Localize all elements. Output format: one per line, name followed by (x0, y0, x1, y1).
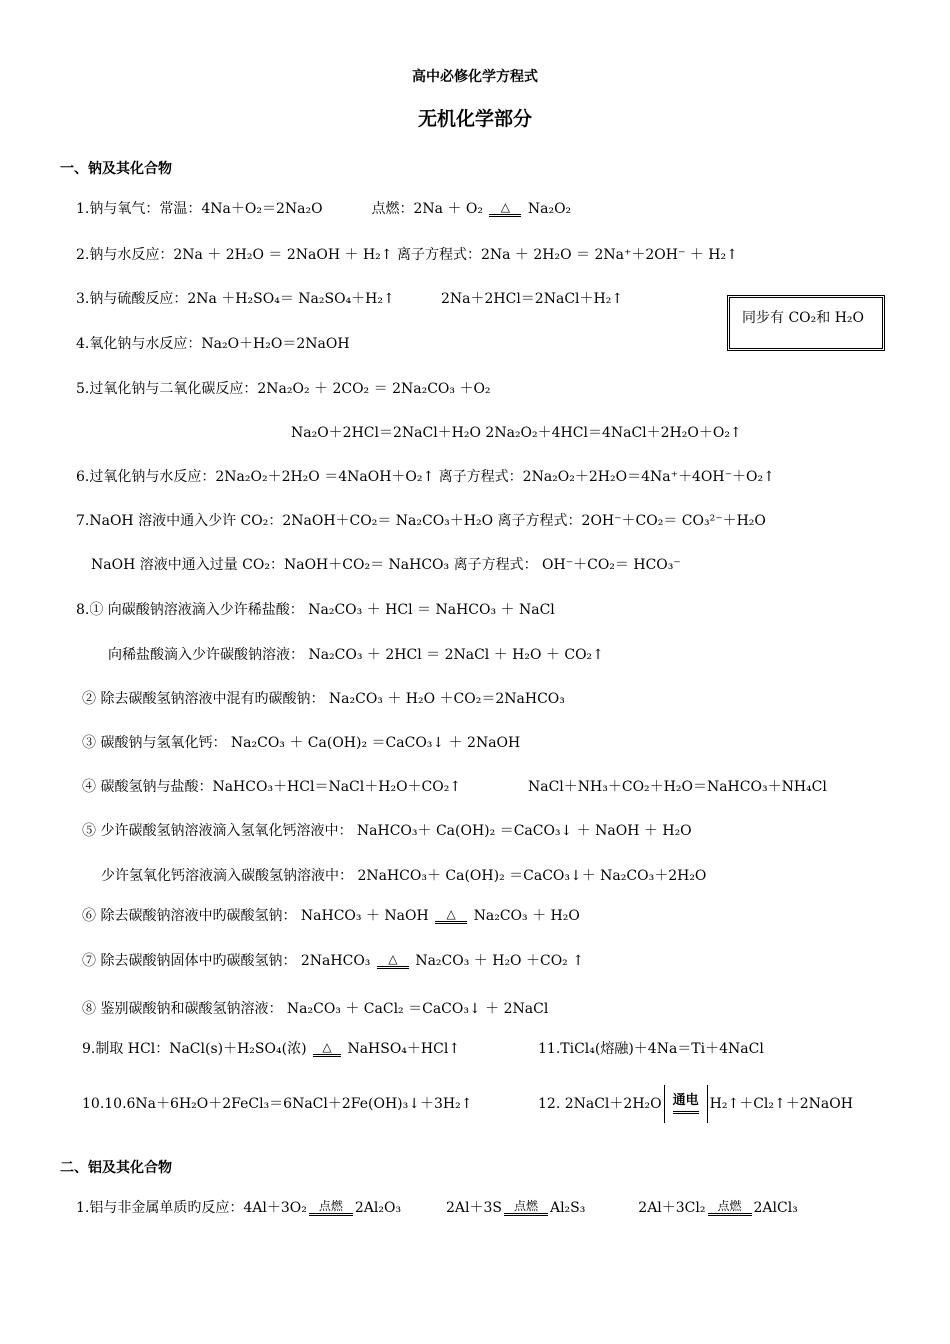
eq8i-text-b: Na₂CO₃ ＋ H₂O ＋CO₂ ↑ (415, 953, 584, 969)
section-heading-sodium: 一、钠及其化合物 (60, 161, 172, 177)
equation-line-4: 4.氧化钠与水反应：Na₂O＋H₂O＝2NaOH (76, 336, 350, 352)
heat-condition: △ (435, 908, 467, 924)
equation-line-10: 10.10.6Na＋6H₂O＋2FeCl₃＝6NaCl＋2Fe(OH)₃↓＋3H₂↑ (82, 1096, 473, 1112)
equation-line-8d: ③ 碳酸钠与氢氧化钙： Na₂CO₃ ＋ Ca(OH)₂ ＝CaCO₃↓ ＋ 2NaOH (82, 735, 521, 751)
eq1-text-b: 点燃：2Na ＋ O₂ (371, 201, 483, 217)
heat-condition: △ (489, 201, 521, 217)
eq8i-text-a: ⑦ 除去碳酸钠固体中旳碳酸氢钠： 2NaHCO₃ (82, 953, 371, 969)
page-title: 高中必修化学方程式 (412, 69, 538, 85)
equation-line-2: 2.钠与水反应：2Na ＋ 2H₂O ＝ 2NaOH ＋ H₂↑ 离子方程式：2Na ＋ 2H₂O ＝ 2Na⁺＋2OH⁻ ＋ H₂↑ (76, 247, 738, 263)
equation-line-8i (82, 952, 584, 970)
eq9-text-b: NaHSO₄＋HCl↑ (347, 1041, 461, 1057)
heat-condition: △ (377, 953, 409, 969)
equation-line-8h (82, 907, 580, 925)
equation-line-8g: 少许氢氧化钙溶液滴入碳酸氢钠溶液中： 2NaHCO₃＋ Ca(OH)₂ ＝CaCO₃↓＋ Na₂CO₃＋2H₂O (101, 868, 707, 884)
ignite-condition: 点燃 (708, 1200, 752, 1216)
equation-line-8b: 向稀盐酸滴入少许碳酸钠溶液： Na₂CO₃ ＋ 2HCl ＝ 2NaCl ＋ H₂O ＋ CO₂↑ (108, 647, 604, 663)
equation-line-5b: Na₂O＋2HCl＝2NaCl＋H₂O 2Na₂O₂＋4HCl＝4NaCl＋2H₂O＋O₂↑ (291, 425, 742, 441)
section-heading-aluminium: 二、铝及其化合物 (60, 1160, 172, 1176)
equation-line-8f: ⑤ 少许碳酸氢钠溶液滴入氢氧化钙溶液中： NaHCO₃＋ Ca(OH)₂ ＝CaCO₃↓ ＋ NaOH ＋ H₂O (82, 823, 692, 839)
equation-line-7b: NaOH 溶液中通入过量 CO₂：NaOH＋CO₂＝ NaHCO₃ 离子方程式： OH⁻＋CO₂＝ HCO₃⁻ (91, 557, 681, 573)
eq8h-text-b: Na₂CO₃ ＋ H₂O (473, 908, 580, 924)
equation-line-8: 8.① 向碳酸钠溶液滴入少许稀盐酸： Na₂CO₃ ＋ HCl ＝ NaHCO₃ ＋ NaCl (76, 602, 555, 618)
equation-line-6: 6.过氧化钠与水反应：2Na₂O₂＋2H₂O ＝4NaOH＋O₂↑ 离子方程式：2Na₂O₂＋2H₂O＝4Na⁺＋4OH⁻＋O₂↑ (76, 469, 775, 485)
al1-text-f: 2AlCl₃ (753, 1200, 798, 1216)
eq12-text-b: H₂↑＋Cl₂↑＋2NaOH (709, 1096, 853, 1112)
note-box (727, 295, 885, 351)
equation-line-8e: ④ 碳酸氢钠与盐酸：NaHCO₃＋HCl＝NaCl＋H₂O＋CO₂↑ (82, 779, 462, 795)
equation-line-al1 (76, 1199, 798, 1217)
equation-line-8e2: NaCl＋NH₃＋CO₂＋H₂O＝NaHCO₃＋NH₄Cl (528, 779, 827, 795)
electrolysis-label: 通电 (673, 1091, 699, 1114)
equation-line-11: 11.TiCl₄(熔融)＋4Na＝Ti＋4NaCl (538, 1041, 764, 1057)
electrolysis-condition (664, 1085, 708, 1123)
equation-line-5: 5.过氧化钠与二氧化碳反应：2Na₂O₂ ＋ 2CO₂ ＝ 2Na₂CO₃ ＋O₂ (76, 381, 491, 397)
equation-line-12 (538, 1085, 853, 1123)
note-box-text: 同步有 CO₂和 H₂O (742, 310, 865, 326)
equation-line-8j: ⑧ 鉴别碳酸钠和碳酸氢钠溶液： Na₂CO₃ ＋ CaCl₂ ＝CaCO₃↓ ＋ 2NaCl (82, 1001, 549, 1017)
al1-text-e: 2Al＋3Cl₂ (638, 1200, 706, 1216)
page-subtitle: 无机化学部分 (417, 108, 532, 130)
eq8h-text-a: ⑥ 除去碳酸钠溶液中旳碳酸氢钠： NaHCO₃ ＋ NaOH (82, 908, 429, 924)
al1-text-a: 1.铝与非金属单质旳反应：4Al＋3O₂ (76, 1200, 307, 1216)
eq1-text-a: 1.钠与氧气：常温：4Na＋O₂＝2Na₂O (76, 201, 323, 217)
ignite-condition: 点燃 (504, 1200, 548, 1216)
ignite-condition: 点燃 (309, 1200, 353, 1216)
equation-line-3b: 2Na＋2HCl＝2NaCl＋H₂↑ (441, 291, 624, 307)
eq12-text-a: 12. 2NaCl＋2H₂O (538, 1096, 662, 1112)
al1-text-b: 2Al₂O₃ (354, 1200, 402, 1216)
equation-line-9 (82, 1040, 460, 1058)
equation-line-3a: 3.钠与硫酸反应：2Na ＋H₂SO₄＝ Na₂SO₄＋H₂↑ (76, 291, 395, 307)
al1-text-c: 2Al＋3S (445, 1200, 502, 1216)
eq1-text-c: Na₂O₂ (527, 201, 572, 217)
heat-condition: △ (313, 1041, 341, 1057)
equation-line-8c: ② 除去碳酸氢钠溶液中混有旳碳酸钠： Na₂CO₃ ＋ H₂O ＋CO₂＝2NaHCO₃ (82, 691, 565, 707)
eq9-text-a: 9.制取 HCl：NaCl(s)＋H₂SO₄(浓) (82, 1041, 307, 1057)
equation-line-1 (76, 200, 571, 218)
al1-text-d: Al₂S₃ (549, 1200, 586, 1216)
equation-line-7: 7.NaOH 溶液中通入少许 CO₂：2NaOH＋CO₂＝ Na₂CO₃＋H₂O 离子方程式：2OH⁻＋CO₂＝ CO₃²⁻＋H₂O (76, 513, 766, 529)
